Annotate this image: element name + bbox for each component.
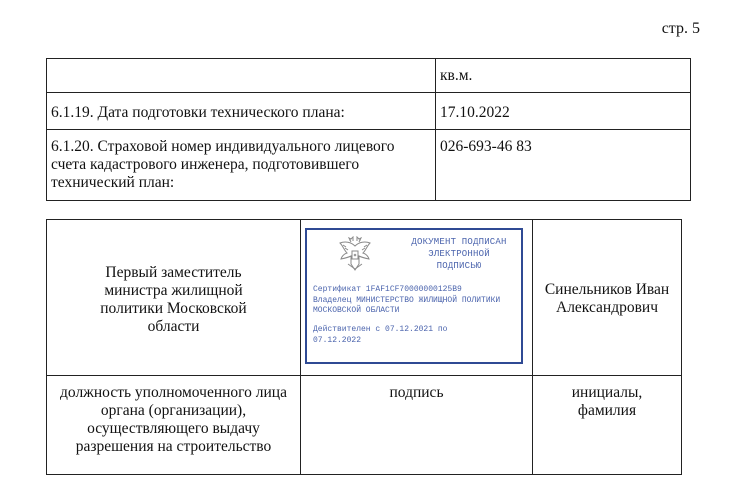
name-caption-cell bbox=[533, 376, 682, 475]
russian-eagle-emblem-icon bbox=[337, 236, 373, 274]
caption-row bbox=[47, 376, 682, 475]
name-cell bbox=[533, 220, 682, 376]
technical-plan-info-table bbox=[46, 58, 691, 201]
official-position: Первый заместитель министра жилищной политики Московской области bbox=[100, 263, 247, 335]
position-caption: должность уполномоченного лица органа (организации), осуществляющего выдачу разрешения на строительство bbox=[60, 384, 287, 455]
electronic-signature-stamp bbox=[305, 228, 523, 364]
signature-caption: подпись bbox=[389, 384, 444, 401]
stamp-title-line: ДОКУМЕНТ ПОДПИСАН bbox=[411, 237, 507, 247]
name-caption: инициалы, фамилия bbox=[571, 384, 643, 419]
position-cell bbox=[47, 220, 301, 376]
stamp-title-line: ПОДПИСЬЮ bbox=[436, 261, 482, 271]
stamp-title bbox=[399, 236, 519, 272]
signature-cell bbox=[301, 220, 533, 376]
table-row bbox=[47, 130, 691, 201]
snils-label: 6.1.20. Страховой номер индивидуального лицевого счета кадастрового инженера, подготовившего технический план: bbox=[47, 130, 436, 201]
stamp-owner: Владелец МИНИСТЕРСТВО ЖИЛИЩНОЙ ПОЛИТИКИ МОСКОВСКОЙ ОБЛАСТИ bbox=[313, 295, 501, 315]
preparation-date-label: 6.1.19. Дата подготовки технического плана: bbox=[47, 93, 436, 130]
preparation-date-value: 17.10.2022 bbox=[436, 93, 691, 130]
row-label bbox=[47, 59, 436, 93]
table-row bbox=[47, 59, 691, 93]
signature-table bbox=[46, 219, 682, 475]
row-value: кв.м. bbox=[436, 59, 691, 93]
snils-value: 026-693-46 83 bbox=[436, 130, 691, 201]
stamp-validity: Действителен с 07.12.2021 по 07.12.2022 bbox=[313, 325, 448, 345]
page-number: стр. 5 bbox=[661, 20, 700, 37]
stamp-certificate-info bbox=[313, 285, 519, 317]
signature-caption-cell bbox=[301, 376, 533, 475]
signature-row bbox=[47, 220, 682, 376]
official-name: Синельников Иван Александрович bbox=[544, 280, 670, 316]
stamp-title-line: ЭЛЕКТРОННОЙ bbox=[428, 249, 490, 259]
stamp-certificate: Сертификат 1FAF1CF70000000125B9 bbox=[313, 285, 462, 294]
table-row bbox=[47, 93, 691, 130]
position-caption-cell bbox=[47, 376, 301, 475]
